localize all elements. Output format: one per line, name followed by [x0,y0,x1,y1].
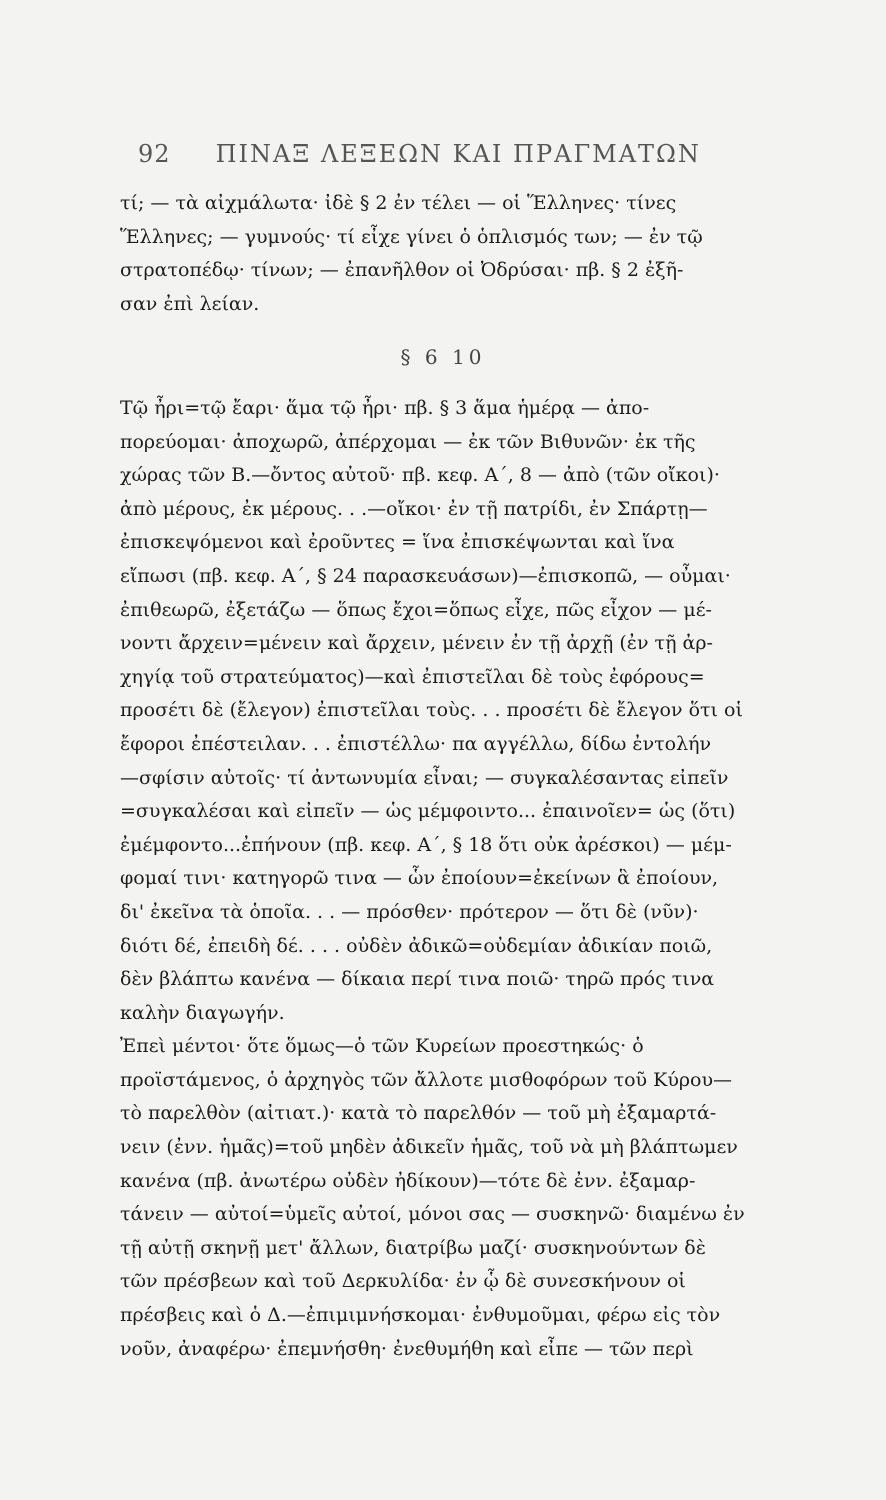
text-line: ἔφοροι ἐπέστειλαν. . . ἐπιστέλλω· πα αγγέλλω, δίδω ἐντολήν [120,732,712,755]
text-line: πορεύομαι· ἀποχωρῶ, ἀπέρχομαι — ἐκ τῶν Βιθυνῶν· ἐκ τῆς [120,430,696,453]
text-line: ἐπιθεωρῶ, ἐξετάζω — ὅπως ἔχοι=ὅπως εἶχε, πῶς εἶχον — μέ- [120,598,712,621]
text-line: τάνειν — αὐτοί=ὑμεῖς αὐτοί, μόνοι σας — συσκηνῶ· διαμένω ἐν [120,1203,745,1226]
text-line: τὸ παρελθὸν (αἰτιατ.)· κατὰ τὸ παρελθόν — τοῦ μὴ ἐξαμαρτά- [120,1102,717,1125]
text-line: ἐμέμφοντο...ἐπήνουν (πβ. κεφ. Α΄, § 18 ὅτι οὐκ ἀρέσκοι) — μέμ- [120,833,732,856]
text-line: Ἕλληνες; — γυμνούς· τί εἶχε γίνει ὁ ὁπλισμός των; — ἐν τῷ [120,225,703,248]
text-line: χώρας τῶν Β.—ὄντος αὐτοῦ· πβ. κεφ. Α΄, 8 — ἀπὸ (τῶν οἴκοι)· [120,464,720,487]
text-line: κανένα (πβ. ἀνωτέρω οὐδὲν ἠδίκουν)—τότε δὲ ἐνν. ἐξαμαρ- [120,1169,696,1192]
text-line: χηγίᾳ τοῦ στρατεύματος)—καὶ ἐπιστεῖλαι δὲ τοὺς ἐφόρους= [120,665,705,688]
text-line: Ἐπεὶ μέντοι· ὅτε ὅμως—ὁ τῶν Κυρείων προεστηκώς· ὁ [120,1035,644,1058]
text-line: —σφίσιν αὐτοῖς· τί ἀντωνυμία εἶναι; — συγκαλέσαντας εἰπεῖν [120,766,729,789]
text-line: νοῦν, ἀναφέρω· ἐπεμνήσθη· ἐνεθυμήθη καὶ εἶπε — τῶν περὶ [120,1337,694,1360]
running-title: ΠΙΝΑΞ ΛΕΞΕΩΝ ΚΑΙ ΠΡΑΓΜΑΤΩΝ [215,140,701,168]
text-line: ἐπισκεψόμενοι καὶ ἐροῦντες = ἵνα ἐπισκέψωνται καὶ ἵνα [120,531,675,554]
text-line: τῇ αὐτῇ σκηνῇ μετ' ἄλλων, διατρίβω μαζί· συσκηνούντων δὲ [120,1236,706,1259]
text-line: σαν ἐπὶ λείαν. [120,292,260,315]
page-number: 92 [138,140,171,168]
text-line: στρατοπέδῳ· τίνων; — ἐπανῆλθον οἱ Ὀδρύσαι· πβ. § 2 ἐξῆ- [120,259,684,282]
text-line: νοντι ἄρχειν=μένειν καὶ ἄρχειν, μένειν ἐν τῇ ἀρχῇ (ἐν τῇ ἀρ- [120,632,713,655]
text-line: ἀπὸ μέρους, ἐκ μέρους. . .—οἴκοι· ἐν τῇ πατρίδι, ἐν Σπάρτῃ— [120,497,708,520]
text-line: δὲν βλάπτω κανένα — δίκαια περί τινα ποιῶ· τηρῶ πρός τινα [120,968,715,991]
text-block-main [120,392,838,1366]
text-line: τῶν πρέσβεων καὶ τοῦ Δερκυλίδα· ἐν ᾧ δὲ συνεσκήνουν οἱ [120,1270,686,1293]
text-block-top [120,187,838,321]
text-line: διότι δέ, ἐπειδὴ δέ. . . . οὐδὲν ἀδικῶ=οὐδεμίαν ἀδικίαν ποιῶ, [120,934,713,957]
text-line: Τῷ ἦρι=τῷ ἔαρι· ἅμα τῷ ἦρι· πβ. § 3 ἅμα ἡμέρᾳ — ἀπο- [120,397,650,419]
text-line: εἴπωσι (πβ. κεφ. Α΄, § 24 παρασκευάσων)—ἐπισκοπῶ, — οὖμαι· [120,564,731,587]
text-line: πρέσβεις καὶ ὁ Δ.—ἐπιμιμνήσκομαι· ἐνθυμοῦμαι, φέρω εἰς τὸν [120,1304,721,1327]
page-header [138,140,746,168]
text-line: δι' ἐκεῖνα τὰ ὁποῖα. . . — πρόσθεν· πρότερον — ὅτι δὲ (νῦν)· [120,900,699,923]
text-line: καλὴν διαγωγήν. [120,1001,285,1024]
text-line: τί; — τὰ αἰχμάλωτα· ἰδὲ § 2 ἐν τέλει — οἱ Ἕλληνες· τίνες [120,192,677,214]
text-line: νειν (ἐνν. ἡμᾶς)=τοῦ μηδὲν ἀδικεῖν ἡμᾶς, τοῦ νὰ μὴ βλάπτωμεν [120,1136,738,1159]
text-line: προϊστάμενος, ὁ ἀρχηγὸς τῶν ἄλλοτε μισθοφόρων τοῦ Κύρου— [120,1068,733,1091]
text-line: =συγκαλέσαι καὶ εἰπεῖν — ὡς μέμφοιντο... ἐπαινοῖεν= ὡς (ὅτι) [120,800,736,823]
text-line: φομαί τινι· κατηγορῶ τινα — ὧν ἐποίουν=ἐκείνων ἃ ἐποίουν, [120,867,719,890]
section-heading: § 6 10 [400,345,486,369]
text-line: προσέτι δὲ (ἔλεγον) ἐπιστεῖλαι τοὺς. . . προσέτι δὲ ἔλεγον ὅτι οἱ [120,699,743,722]
